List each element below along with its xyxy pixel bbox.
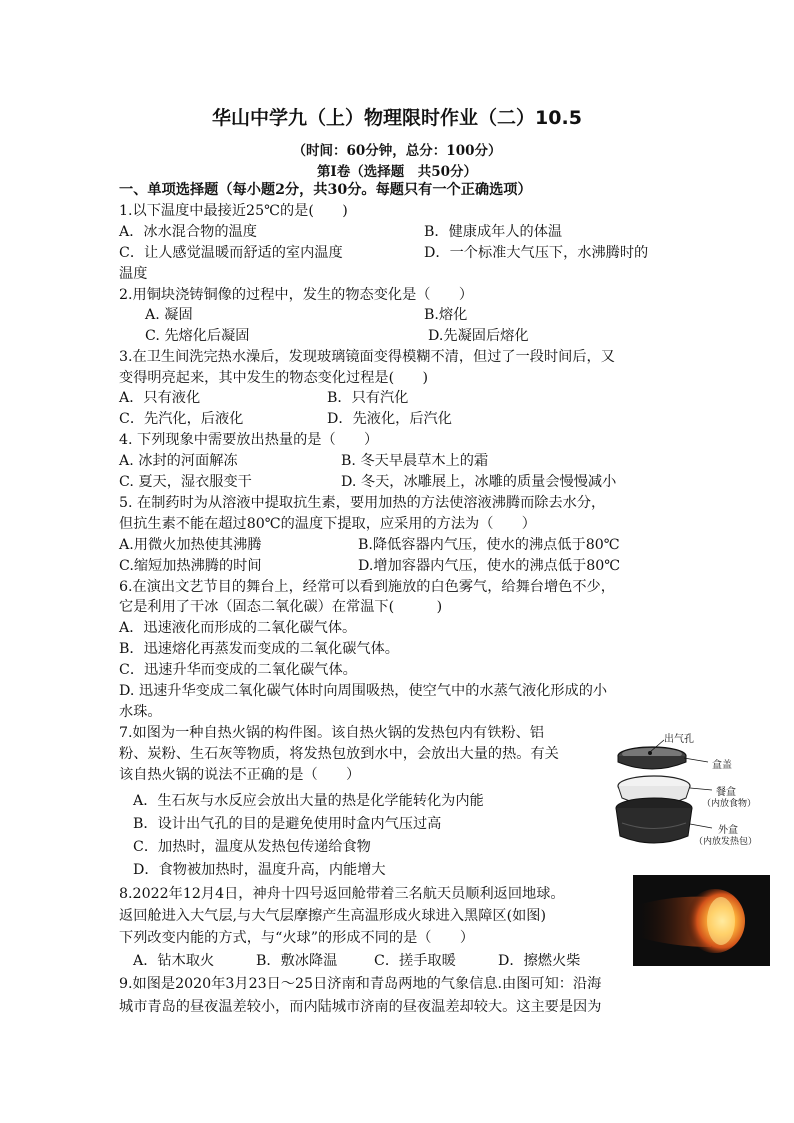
q8-option-d: D．擦燃火柴 xyxy=(498,953,581,969)
q5-option-d: D.增加容器内气压，使水的沸点低于80℃ xyxy=(358,558,621,574)
q3-stem-2: 变得明亮起来，其中发生的物态变化过程是( ) xyxy=(119,370,429,386)
q1-option-d: D．一个标准大气压下，水沸腾时的 xyxy=(424,245,649,261)
hotpot-label-tray: 餐盒 xyxy=(716,787,736,798)
hotpot-label-vent: 出气孔 xyxy=(664,734,694,745)
q6-option-d-1: D. 迅速升华变成二氧化碳气体时向周围吸热，使空气中的水蒸气液化形成的小 xyxy=(119,683,608,699)
q3-option-d: D．先液化，后汽化 xyxy=(327,411,452,427)
q4-option-b: B. 冬天早晨草木上的霜 xyxy=(341,453,489,469)
q5-option-a: A.用微火加热使其沸腾 xyxy=(119,537,262,553)
reentry-fireball-image xyxy=(633,875,770,966)
q5-stem-2: 但抗生素不能在超过80℃的温度下提取，应采用的方法为（ ） xyxy=(119,516,536,532)
section-heading: 一、单项选择题（每小题2分，共30分。每题只有一个正确选项） xyxy=(119,182,532,198)
hotpot-label-outer: 外盒 xyxy=(718,825,738,836)
q1-option-b: B．健康成年人的体温 xyxy=(424,224,563,240)
q3-stem-1: 3.在卫生间洗完热水澡后，发现玻璃镜面变得模糊不清，但过了一段时间后，又 xyxy=(119,349,615,365)
q2-option-c: C. 先熔化后凝固 xyxy=(145,328,250,344)
q7-stem-1: 7.如图为一种自热火锅的构件图。该自热火锅的发热包内有铁粉、铝 xyxy=(119,725,544,741)
q3-option-b: B．只有汽化 xyxy=(327,390,409,406)
hotpot-label-outer-note: （内放发热包） xyxy=(694,837,758,847)
q4-option-d: D. 冬天，冰雕展上，冰雕的质量会慢慢减小 xyxy=(341,474,617,490)
q2-option-d: D.先凝固后熔化 xyxy=(428,328,529,344)
q9-stem-1: 9.如图是2020年3月23日～25日济南和青岛两地的气象信息.由图可知：沿海 xyxy=(119,976,602,992)
q2-option-a: A. 凝固 xyxy=(145,307,193,323)
q7-stem-2: 粉、炭粉、生石灰等物质，将发热包放到水中，会放出大量的热。有关 xyxy=(119,746,559,762)
q5-stem-1: 5. 在制药时为从溶液中提取抗生素，要用加热的方法使溶液沸腾而除去水分， xyxy=(119,495,606,511)
q7-option-a: A．生石灰与水反应会放出大量的热是化学能转化为内能 xyxy=(133,793,484,809)
hotpot-label-lid: 盒盖 xyxy=(712,760,732,771)
q8-option-b: B．敷冰降温 xyxy=(256,953,338,969)
q8-stem-2: 返回舱进入大气层,与大气层摩擦产生高温形成火球进入黑障区(如图) xyxy=(119,908,547,924)
q8-stem-3: 下列改变内能的方式，与“火球”的形成不同的是（ ） xyxy=(119,930,475,946)
q7-option-d: D．食物被加热时，温度升高，内能增大 xyxy=(133,862,386,878)
q1-stem: 1.以下温度中最接近25℃的是( ) xyxy=(119,203,348,219)
q6-option-d-2: 水珠。 xyxy=(119,704,162,720)
page-title: 华山中学九（上）物理限时作业（二）10.5 xyxy=(212,107,582,129)
q4-option-a: A. 冰封的河面解冻 xyxy=(119,453,238,469)
q7-stem-3: 该自热火锅的说法不正确的是（ ） xyxy=(119,767,361,783)
q8-option-a: A．钻木取火 xyxy=(133,953,215,969)
q1-option-c: C．让人感觉温暖而舒适的室内温度 xyxy=(119,245,343,261)
q6-stem-2: 它是利用了干冰（固态二氧化碳）在常温下( ) xyxy=(119,599,443,615)
q9-stem-2: 城市青岛的昼夜温差较小，而内陆城市济南的昼夜温差却较大。这主要是因为 xyxy=(119,999,602,1015)
hotpot-illustration xyxy=(612,728,770,850)
q8-option-c: C．搓手取暖 xyxy=(374,953,456,969)
q5-option-b: B.降低容器内气压，使水的沸点低于80℃ xyxy=(358,537,620,553)
q5-option-c: C.缩短加热沸腾的时间 xyxy=(119,558,262,574)
time-info: （时间：60分钟，总分：100分） xyxy=(292,143,502,159)
q3-option-a: A．只有液化 xyxy=(119,390,201,406)
q4-stem: 4. 下列现象中需要放出热量的是（ ） xyxy=(119,432,379,448)
hotpot-figure xyxy=(612,728,770,850)
hotpot-label-tray-note: （内放食物） xyxy=(702,799,757,809)
q2-option-b: B.熔化 xyxy=(424,307,468,323)
volume-heading: 第Ⅰ卷（选择题 共50分） xyxy=(316,164,478,180)
q6-option-c: C．迅速升华而变成的二氧化碳气体。 xyxy=(119,662,357,678)
q8-stem-1: 8.2022年12月4日，神舟十四号返回舱带着三名航天员顺利返回地球。 xyxy=(119,886,565,902)
q6-stem-1: 6.在演出文艺节目的舞台上，经常可以看到施放的白色雾气，给舞台增色不少， xyxy=(119,579,615,595)
q2-stem: 2.用铜块浇铸铜像的过程中，发生的物态变化是（ ） xyxy=(119,287,474,303)
q1-option-a: A．冰水混合物的温度 xyxy=(119,224,257,240)
q7-option-b: B．设计出气孔的目的是避免使用时盒内气压过高 xyxy=(133,816,442,832)
q6-option-a: A．迅速液化而形成的二氧化碳气体。 xyxy=(119,620,357,636)
q7-option-c: C．加热时，温度从发热包传递给食物 xyxy=(133,839,371,855)
q1-option-d-cont: 温度 xyxy=(119,266,148,282)
q3-option-c: C．先汽化，后液化 xyxy=(119,411,244,427)
q6-option-b: B．迅速熔化再蒸发而变成的二氧化碳气体。 xyxy=(119,641,399,657)
q4-option-c: C. 夏天，湿衣服变干 xyxy=(119,474,252,490)
